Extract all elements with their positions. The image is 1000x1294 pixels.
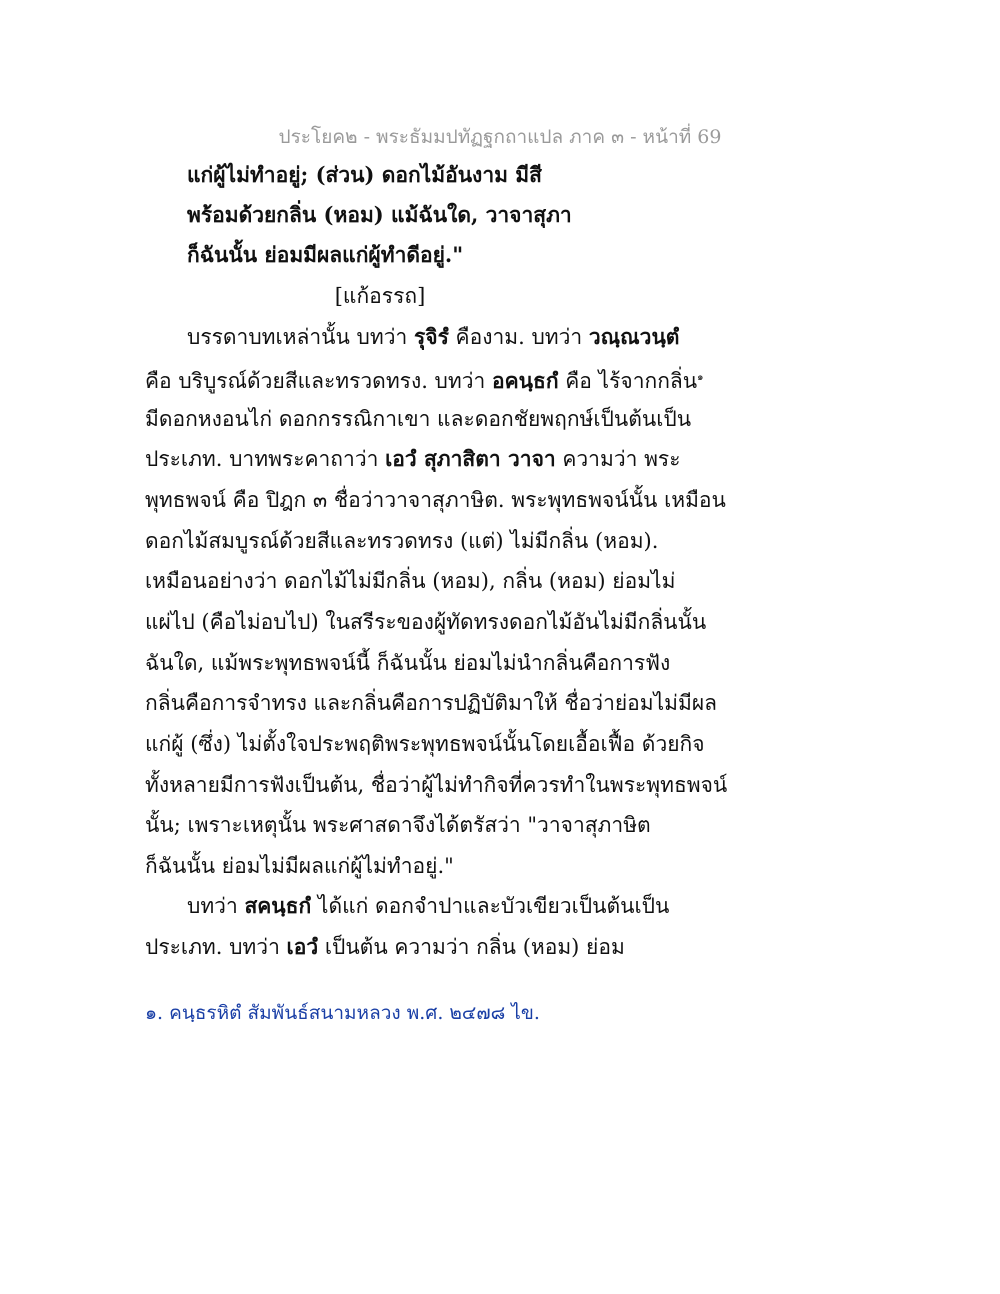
text-run: บทว่า — [187, 894, 245, 918]
body-line: พุทธพจน์ คือ ปิฎก ๓ ชื่อว่าวาจาสุภาษิต. พระพุทธพจน์นั้น เหมือน — [145, 488, 726, 512]
pali-term: อคนฺธกํ — [491, 368, 559, 393]
body-line — [145, 363, 704, 396]
text-run: ประเภท. บทว่า — [145, 935, 287, 959]
text-run: ความว่า พระ — [555, 447, 681, 471]
pali-term: เอวํ — [286, 934, 319, 959]
body-line: นั้น; เพราะเหตุนั้น พระศาสดาจึงได้ตรัสว่า "วาจาสุภาษิต — [145, 813, 651, 837]
verse-line-2: พร้อมด้วยกลิ่น (หอม) แม้ฉันใด, วาจาสุภา — [187, 202, 572, 227]
body-line: กลิ่นคือการจำทรง และกลิ่นคือการปฏิบัติมาให้ ชื่อว่าย่อมไม่มีผล — [145, 691, 718, 715]
text-run: คือ บริบูรณ์ด้วยสีและทรวดทรง. บทว่า — [145, 369, 492, 393]
text-run: คืองาม. บทว่า — [448, 325, 589, 349]
body-line: มีดอกหงอนไก่ ดอกกรรณิกาเขา และดอกชัยพฤกษ์เป็นต้นเป็น — [145, 407, 692, 431]
section-heading: [แก้อรรถ] — [334, 284, 426, 308]
body-line: แผ่ไป (คือไม่อบไป) ในสรีระของผู้ทัดทรงดอกไม้อันไม่มีกลิ่นนั้น — [145, 610, 707, 634]
running-header: ประโยค๒ - พระธัมมปทัฏฐกถาแปล ภาค ๓ - หน้าที่ 69 — [278, 126, 722, 148]
text-run: คือ ไร้จากกลิ่น — [558, 369, 698, 393]
footnote: ๑. คนฺธรหิตํ สัมพันธ์สนามหลวง พ.ศ. ๒๔๗๘ ไข. — [145, 1002, 540, 1024]
verse-line-3: ก็ฉันนั้น ย่อมมีผลแก่ผู้ทำดีอยู่." — [187, 242, 464, 267]
pali-term: เอวํ สุภาสิตา วาจา — [385, 446, 556, 471]
footnote-marker: ๑ — [697, 372, 704, 383]
body-line — [145, 444, 680, 474]
body-line: ทั้งหลายมีการฟังเป็นต้น, ชื่อว่าผู้ไม่ทำกิจที่ควรทำในพระพุทธพจน์ — [145, 773, 728, 797]
text-run: ได้แก่ ดอกจำปาและบัวเขียวเป็นต้นเป็น — [311, 894, 670, 918]
body-line — [145, 932, 625, 962]
body-line: เหมือนอย่างว่า ดอกไม้ไม่มีกลิ่น (หอม), กลิ่น (หอม) ย่อมไม่ — [145, 569, 676, 593]
body-line: ก็ฉันนั้น ย่อมไม่มีผลแก่ผู้ไม่ทำอยู่." — [145, 854, 454, 878]
pali-term: สคนฺธกํ — [244, 893, 312, 918]
body-line: แก่ผู้ (ซึ่ง) ไม่ตั้งใจประพฤติพระพุทธพจน์นั้นโดยเอื้อเฟื้อ ด้วยกิจ — [145, 732, 705, 756]
body-line — [187, 322, 679, 352]
body-line: ดอกไม้สมบูรณ์ด้วยสีและทรวดทรง (แต่) ไม่มีกลิ่น (หอม). — [145, 529, 659, 553]
body-line: ฉันใด, แม้พระพุทธพจน์นี้ ก็ฉันนั้น ย่อมไม่นำกลิ่นคือการฟัง — [145, 651, 671, 675]
text-run: ประเภท. บาทพระคาถาว่า — [145, 447, 386, 471]
pali-term: วณฺณวนฺตํ — [588, 324, 680, 349]
verse-line-1: แก่ผู้ไม่ทำอยู่; (ส่วน) ดอกไม้อันงาม มีสี — [187, 162, 542, 187]
text-run: เป็นต้น ความว่า กลิ่น (หอม) ย่อม — [318, 935, 625, 959]
pali-term: รุจิรํ — [414, 324, 449, 349]
body-line — [187, 891, 669, 921]
text-run: บรรดาบทเหล่านั้น บทว่า — [187, 325, 414, 349]
